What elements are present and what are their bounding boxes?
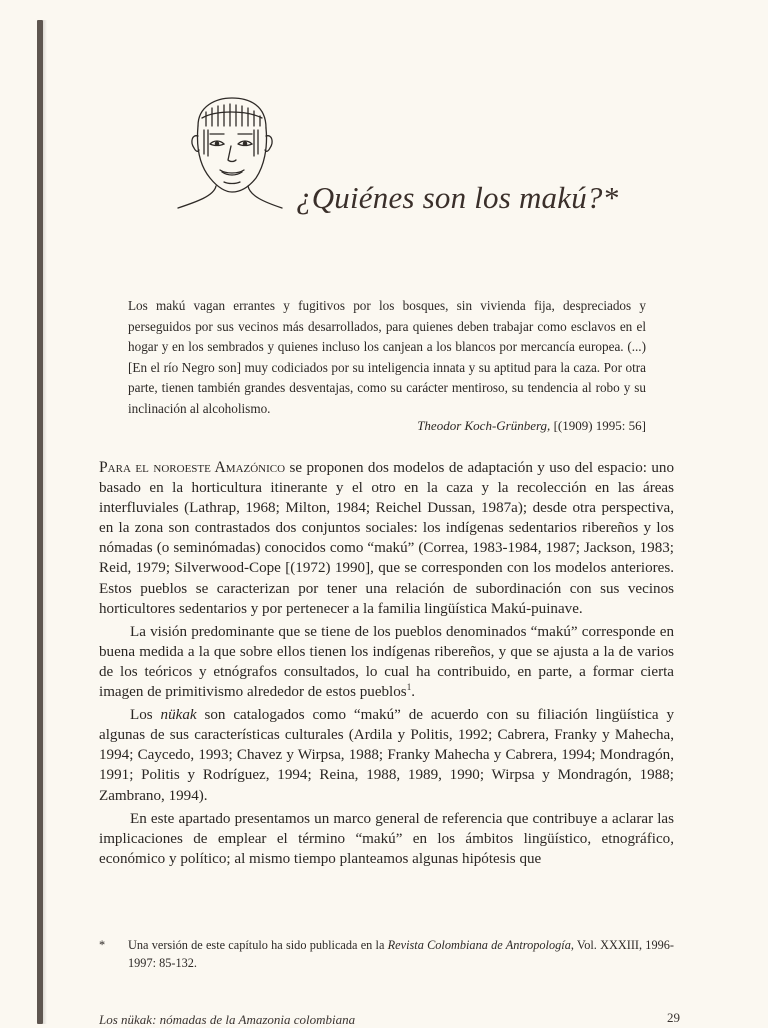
footnote-reference: 1: [406, 682, 412, 692]
paragraph-4: [99, 809, 674, 869]
footnote-text-after: , Vol. XXXIII, 1996-1997: 85-132.: [128, 938, 674, 970]
epigraph-attribution: [128, 418, 646, 434]
epigraph-quote: [128, 296, 646, 420]
spine-shadow: [43, 20, 47, 1024]
footnote-text-before: Una versión de este capítulo ha sido publicada en la: [128, 938, 388, 952]
ethnonym-term: nükak: [160, 707, 197, 724]
paragraph-2: [99, 622, 674, 702]
paragraph-2-end: .: [411, 684, 415, 701]
paragraph-3: [99, 705, 674, 805]
running-footer: Los nükak: nómadas de la Amazonia colombiana: [99, 1012, 356, 1027]
page-number: 29: [667, 1010, 680, 1025]
paragraph-4-text: En este apartado presentamos un marco general de referencia que contribuye a aclarar las implicaciones de emplear el término “makú” en los ámbitos lingüístico, etnográfico, económico y político; al mismo tiempo planteamos algunas hipótesis que: [99, 810, 674, 867]
paragraph-1: [99, 458, 674, 619]
paragraph-3-start: Los: [130, 707, 161, 724]
paragraph-3-text: son catalogados como “makú” de acuerdo con su filiación lingüística y algunas de sus características culturales (Ardila y Politis, 1992; Cabrera, Franky y Mahecha, 1994; Caycedo, 1993; Chavez y Wirpsa, 1988; Franky Mahecha y Cabrera, 1994; Mondragón, 1991; Politis y Rodríguez, 1994; Reina, 1988, 1989, 1990; Wirpsa y Mondragón, 1988; Zambrano, 1994).: [99, 707, 674, 804]
paragraph-2-text: La visión predominante que se tiene de los pueblos denominados “makú” corresponde en buena medida a la que sobre ellos tienen los indígenas ribereños, y que se ajusta a la de varios de los teóricos y etnógrafos consultados, lo cual ha contribuido, en parte, a formar cierta imagen de primitivismo alrededor de estos pueblos: [99, 623, 674, 701]
epigraph-text: Los makú vagan errantes y fugitivos por los bosques, sin vivienda fija, despreciados y perseguidos por sus vecinos más desarrollados, para quienes deben trabajar como esclavos en el hogar y en los sembrados y quienes incluso los canjean a los blancos por mercancía europea. (...) [En el río Negro son] muy codiciados por su inteligencia innata y su aptitud para la caza. Por otra parte, tienen también grandes desventajas, como su carácter mentiroso, su tendencia al robo y su inclinación al alcoholismo.: [128, 298, 646, 416]
scan-margin: [0, 0, 38, 1024]
chapter-body: [99, 458, 674, 872]
epigraph-author: Theodor Koch-Grünberg,: [417, 418, 551, 433]
line-drawing-face-icon: [176, 96, 284, 212]
epigraph-citation: [(1909) 1995: 56]: [553, 418, 646, 433]
paragraph-1-text: se proponen dos modelos de adaptación y uso del espacio: uno basado en la horticultura itinerante y el otro en la caza y la recolección en las áreas interfluviales (Lathrap, 1968; Milton, 1984; Reichel Dussan, 1987a); desde otra perspectiva, en la zona son contrastados dos conjuntos sociales: los indígenas sedentarios ribereños y los nómadas (o seminómadas) conocidos como “makú” (Correa, 1983-1984, 1987; Jackson, 1983; Reid, 1979; Silverwood-Cope [(1972) 1990], que se corresponden con los modelos anteriores. Estos pueblos se caracterizan por tener una relación de subordinación con sus vecinos horticultores sedentarios y por pertenecer a la familia lingüística Makú-puinave.: [99, 460, 674, 617]
footnote-marker: *: [99, 938, 106, 952]
footnote-text: [128, 936, 674, 972]
footnote: [99, 936, 674, 972]
paragraph-lead-in: Para el noroeste Amazónico: [99, 459, 286, 476]
chapter-title: ¿Quiénes son los makú?*: [296, 180, 619, 215]
footnote-journal: Revista Colombiana de Antropología: [387, 938, 571, 952]
